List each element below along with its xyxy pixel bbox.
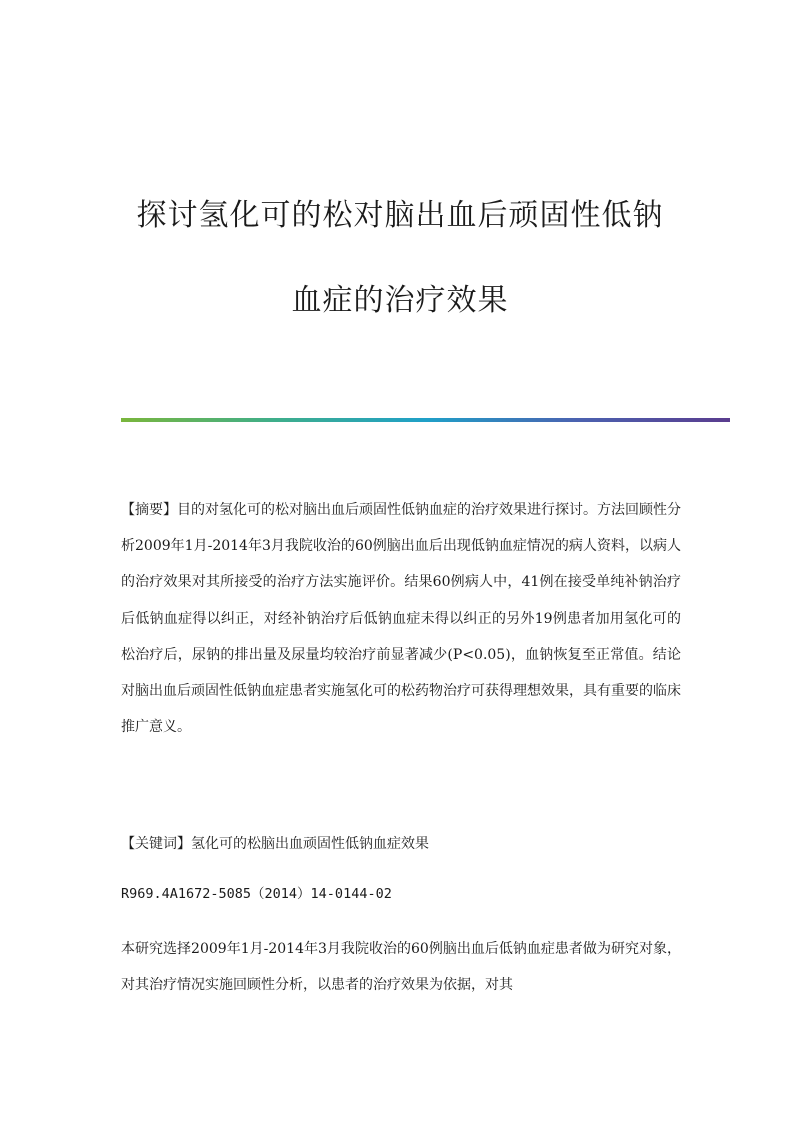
gradient-divider xyxy=(121,418,730,422)
classification-code: R969.4A1672-5085（2014）14-0144-02 xyxy=(121,886,392,902)
abstract-paragraph: 【摘要】目的对氢化可的松对脑出血后顽固性低钠血症的治疗效果进行探讨。方法回顾性分析2009年1月-2014年3月我院收治的60例脑出血后出现低钠血症情况的病人资料，以病人的治疗效果对其所接受的治疗方法实施评价。结果60例病人中，41例在接受单纯补钠治疗后低钠血症得以纠正，对经补钠治疗后低钠血症未得以纠正的另外19例患者加用氢化可的松治疗后，尿钠的排出量及尿量均较治疗前显著减少(P<0.05)，血钠恢复至正常值。结论对脑出血后顽固性低钠血症患者实施氢化可的松药物治疗可获得理想效果，具有重要的临床推广意义。 xyxy=(121,502,681,736)
paper-title-line-1: 探讨氢化可的松对脑出血后顽固性低钠 xyxy=(136,198,664,233)
keywords-line: 【关键词】氢化可的松脑出血顽固性低钠血症效果 xyxy=(121,836,429,852)
body-paragraph: 本研究选择2009年1月-2014年3月我院收治的60例脑出血后低钠血症患者做为研究对象，对其治疗情况实施回顾性分析，以患者的治疗效果为依据，对其 xyxy=(121,941,681,994)
paper-title-line-2: 血症的治疗效果 xyxy=(291,283,509,318)
